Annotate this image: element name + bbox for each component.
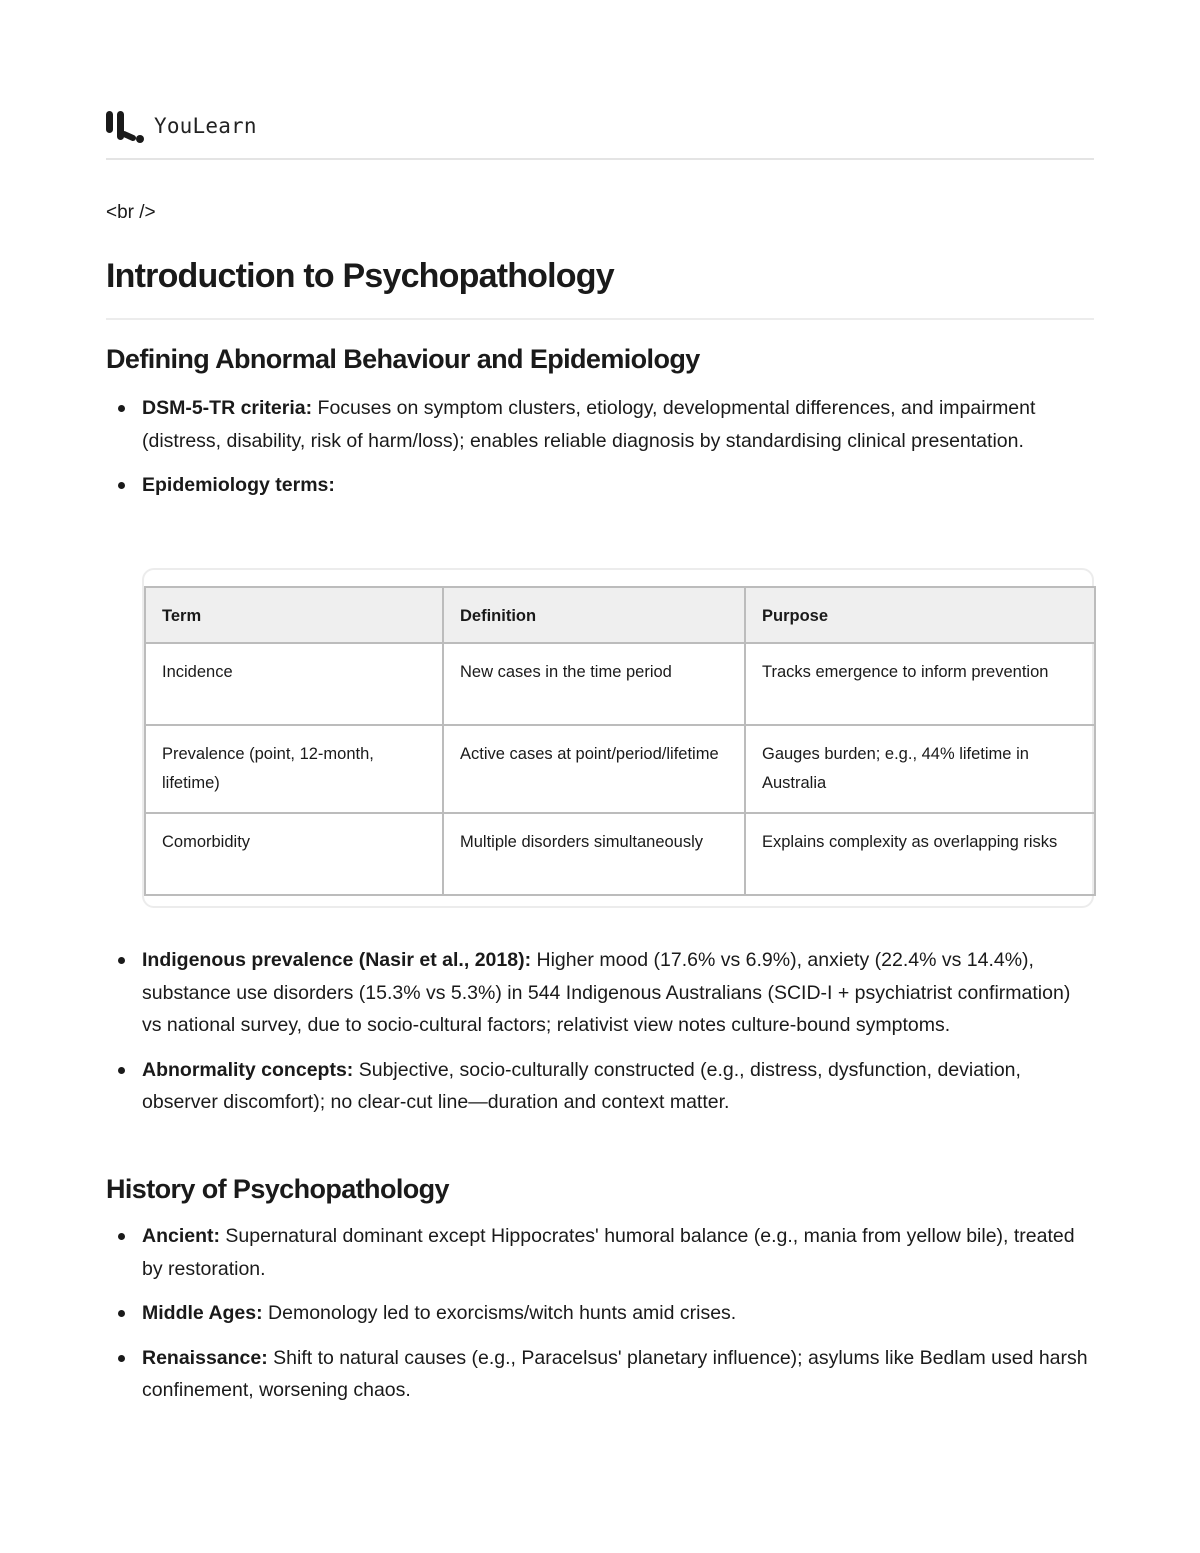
list-item: [106, 1054, 1094, 1119]
youlearn-logo-icon: [106, 108, 144, 144]
list-item: [106, 1342, 1094, 1407]
table-cell: Active cases at point/period/lifetime: [443, 725, 745, 813]
bullet-label: Indigenous prevalence (Nasir et al., 2018):: [142, 949, 532, 971]
section1-bullets: [106, 392, 1094, 514]
epidemiology-table-card: [142, 568, 1094, 908]
table-cell: Multiple disorders simultaneously: [443, 813, 745, 895]
table-cell: Gauges burden; e.g., 44% lifetime in Australia: [745, 725, 1095, 813]
bullet-label: DSM-5-TR criteria:: [142, 397, 313, 419]
bullet-text: Higher mood (17.6% vs 6.9%), anxiety (22.4% vs 14.4%), substance use disorders (15.3% vs 5.3%) in 544 Indigenous Australians (SCID-I + psychiatrist confirmation) vs national survey, due to socio-cultural factors; relativist view notes culture-bound symptoms.: [142, 949, 1071, 1036]
bullet-label: Abnormality concepts:: [142, 1058, 354, 1081]
table-row: [145, 725, 1095, 813]
list-item: [106, 392, 1094, 457]
section2-bullets: [106, 1220, 1094, 1419]
bullet-text: Focuses on symptom clusters, etiology, developmental differences, and impairment (distress, disability, risk of harm/loss); enables reliable diagnosis by standardising clinical presentation.: [142, 397, 1036, 452]
table-cell: Tracks emergence to inform prevention: [745, 643, 1095, 725]
list-item: [106, 944, 1094, 1042]
brand: [106, 108, 257, 144]
section1-bullets-after-table: [106, 944, 1094, 1131]
brand-name: YouLearn: [154, 114, 257, 138]
section-heading-history: History of Psychopathology: [106, 1174, 449, 1204]
list-item: [106, 1220, 1094, 1285]
table-cell: Prevalence (point, 12-month, lifetime): [145, 725, 443, 813]
bullet-text: Shift to natural causes (e.g., Paracelsus' planetary influence); asylums like Bedlam used harsh confinement, worsening chaos.: [142, 1346, 1088, 1401]
title-divider: [106, 318, 1094, 320]
list-item: [106, 469, 1094, 502]
table-header-row: [145, 587, 1095, 643]
table-cell: Comorbidity: [145, 813, 443, 895]
bullet-text: Supernatural dominant except Hippocrates' humoral balance (e.g., mania from yellow bile), treated by restoration.: [142, 1225, 1075, 1280]
column-header-purpose: Purpose: [745, 587, 1095, 643]
page-title: Introduction to Psychopathology: [106, 257, 614, 295]
bullet-label: Ancient:: [142, 1225, 220, 1247]
column-header-definition: Definition: [443, 587, 745, 643]
header-divider: [106, 158, 1094, 160]
br-literal-text: <br />: [106, 202, 156, 223]
table-cell: Incidence: [145, 643, 443, 725]
bullet-text: Demonology led to exorcisms/witch hunts amid crises.: [262, 1302, 737, 1324]
table-cell: New cases in the time period: [443, 643, 745, 725]
table-row: [145, 813, 1095, 895]
bullet-label: Middle Ages:: [142, 1302, 263, 1324]
table-cell: Explains complexity as overlapping risks: [745, 813, 1095, 895]
epidemiology-table: [144, 586, 1096, 896]
bullet-label: Epidemiology terms:: [142, 474, 335, 496]
table-row: [145, 643, 1095, 725]
column-header-term: Term: [145, 587, 443, 643]
list-item: [106, 1297, 1094, 1330]
section-heading-defining: Defining Abnormal Behaviour and Epidemiology: [106, 344, 700, 374]
bullet-label: Renaissance:: [142, 1346, 268, 1369]
bullet-text: Subjective, socio-culturally constructed (e.g., distress, dysfunction, deviation, observer discomfort); no clear-cut line—duration and context matter.: [142, 1058, 1021, 1113]
